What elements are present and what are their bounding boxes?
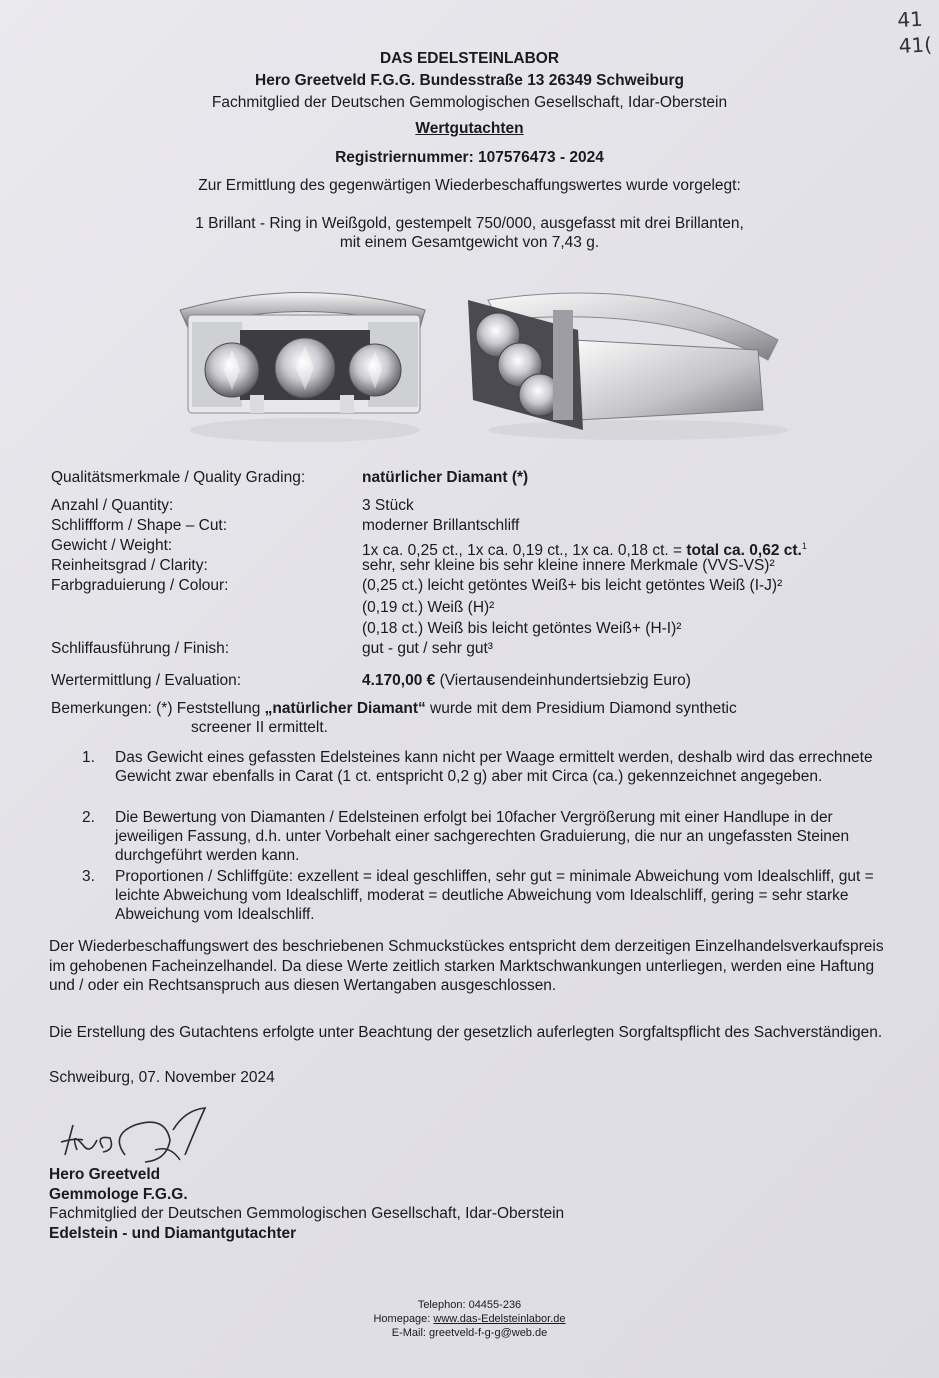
footer-homepage — [0, 1312, 939, 1326]
footer-phone: Telephon: 04455-236 — [417, 1299, 522, 1311]
clarity-value: sehr, sehr kleine bis sehr kleine innere Merkmale (VVS-VS)² — [362, 557, 775, 574]
intro-text: Zur Ermittlung des gegenwärtigen Wiederbeschaffungswertes wurde vorgelegt: — [198, 177, 741, 194]
note-number: 3. — [82, 868, 95, 885]
finish-label: Schliffausführung / Finish: — [51, 640, 230, 657]
registration-number: Registriernummer: 107576473 - 2024 — [335, 149, 604, 166]
shape-value: moderner Brillantschliff — [362, 517, 520, 534]
homepage-label: Homepage: — [373, 1313, 434, 1325]
quantity-value: 3 Stück — [362, 497, 414, 514]
remarks-pre: (*) Feststellung — [151, 700, 265, 717]
note-2 — [82, 808, 902, 868]
signer-role: Edelstein - und Diamantgutachter — [49, 1225, 297, 1242]
item-description-line2: mit einem Gesamtgewicht von 7,43 g. — [339, 234, 600, 251]
note-3 — [82, 867, 902, 927]
evaluation-value — [362, 672, 691, 690]
quantity-label: Anzahl / Quantity: — [51, 497, 174, 514]
weight-footnote: 1 — [801, 541, 807, 551]
handwritten-note: 41 41( — [896, 6, 933, 59]
ring-photo-front — [170, 270, 440, 450]
document-title: Wertgutachten — [415, 120, 524, 137]
lab-membership: Fachmitglied der Deutschen Gemmologischen Gesellschaft, Idar-Oberstein — [211, 94, 728, 111]
note-text: Das Gewicht eines gefassten Edelsteines kann nicht per Waage ermittelt werden, deshalb wird das errechnete Gewicht zwar ebenfalls in Carat (1 ct. entspricht 0,2 g) aber mit Circa (ca.) gekennzeichnet angegeben. — [115, 749, 873, 785]
finish-value: gut - gut / sehr gut³ — [362, 640, 493, 657]
footer-email: E-Mail: greetveld-f-g-g@web.de — [391, 1327, 548, 1339]
evaluation-label: Wertermittlung / Evaluation: — [51, 672, 242, 689]
place-date: Schweiburg, 07. November 2024 — [49, 1069, 275, 1086]
remarks-post: wurde mit dem Presidium Diamond synthetic — [425, 700, 737, 717]
colour-value-2: (0,19 ct.) Weiß (H)² — [362, 599, 495, 616]
clarity-label: Reinheitsgrad / Clarity: — [51, 557, 208, 574]
quality-label: Qualitätsmerkmale / Quality Grading: — [51, 469, 306, 486]
lab-address: Hero Greetveld F.G.G. Bundesstraße 13 26349 Schweiburg — [255, 72, 684, 89]
colour-value-1: (0,25 ct.) leicht getöntes Weiß+ bis leicht getöntes Weiß (I-J)² — [362, 577, 783, 594]
evaluation-words: (Viertausendeinhundertsiebzig Euro) — [435, 672, 691, 689]
signer-name: Hero Greetveld — [49, 1166, 161, 1183]
colour-label: Farbgraduierung / Colour: — [51, 577, 229, 594]
weight-label: Gewicht / Weight: — [51, 537, 173, 554]
remarks-line2: screener II ermittelt. — [191, 719, 328, 736]
ring-photo-side — [458, 280, 798, 460]
evaluation-amount: 4.170,00 € — [362, 672, 436, 689]
homepage-link[interactable]: www.das-Edelsteinlabor.de — [433, 1313, 566, 1325]
signer-title: Gemmologe F.G.G. — [49, 1186, 188, 1203]
weight-stones: 1x ca. 0,25 ct., 1x ca. 0,19 ct., 1x ca. 0,18 ct. = — [362, 542, 687, 560]
diligence-paragraph: Die Erstellung des Gutachtens erfolgte unter Beachtung der gesetzlich auferlegten Sorgfaltspflicht des Sachverständigen. — [49, 1024, 883, 1041]
signer-membership: Fachmitglied der Deutschen Gemmologischen Gesellschaft, Idar-Oberstein — [49, 1205, 565, 1222]
liability-paragraph: Der Wiederbeschaffungswert des beschriebenen Schmuckstückes entspricht dem derzeitigen Einzelhandelsverkaufspreis im gehobenen Facheinzelhandel. Da diese Werte zeitlich starken Marktschwankungen unterliegen, werden eine Haftung und / oder ein Rechtsanspruch aus diesen Wertangaben ausgeschlossen. — [49, 938, 884, 994]
note-1 — [82, 748, 902, 808]
remarks-bold: „natürlicher Diamant“ — [264, 700, 426, 717]
note-number: 1. — [82, 749, 95, 766]
handwritten-signature — [55, 1100, 225, 1175]
note-number: 2. — [82, 809, 95, 826]
shape-label: Schliffform / Shape – Cut: — [51, 517, 228, 534]
item-description-line1: 1 Brillant - Ring in Weißgold, gestempelt 750/000, ausgefasst mit drei Brillanten, — [195, 215, 744, 232]
lab-name: DAS EDELSTEINLABOR — [379, 50, 560, 67]
remarks-label: Bemerkungen: — [51, 700, 152, 717]
colour-value-3: (0,18 ct.) Weiß bis leicht getöntes Weiß+ (H-I)² — [362, 620, 682, 637]
quality-value: natürlicher Diamant (*) — [362, 469, 529, 486]
note-text: Proportionen / Schliffgüte: exzellent = ideal geschliffen, sehr gut = minimale Abweichung vom Idealschliff, gut = leichte Abweichung vom Idealschliff, moderat = deutliche Abweichung vom Idealschliff, gering = sehr starke Abweichung vom Idealschliff. — [115, 868, 874, 923]
weight-total: total ca. 0,62 ct. — [686, 542, 802, 560]
note-text: Die Bewertung von Diamanten / Edelsteinen erfolgt bei 10facher Vergrößerung mit einer Handlupe in der jeweiligen Fassung, d.h. unter Vorbehalt einer sachgerechten Graduierung, die nur an ungefassten Steinen durchgeführt werden kann. — [115, 809, 850, 864]
remarks-text — [51, 700, 737, 718]
